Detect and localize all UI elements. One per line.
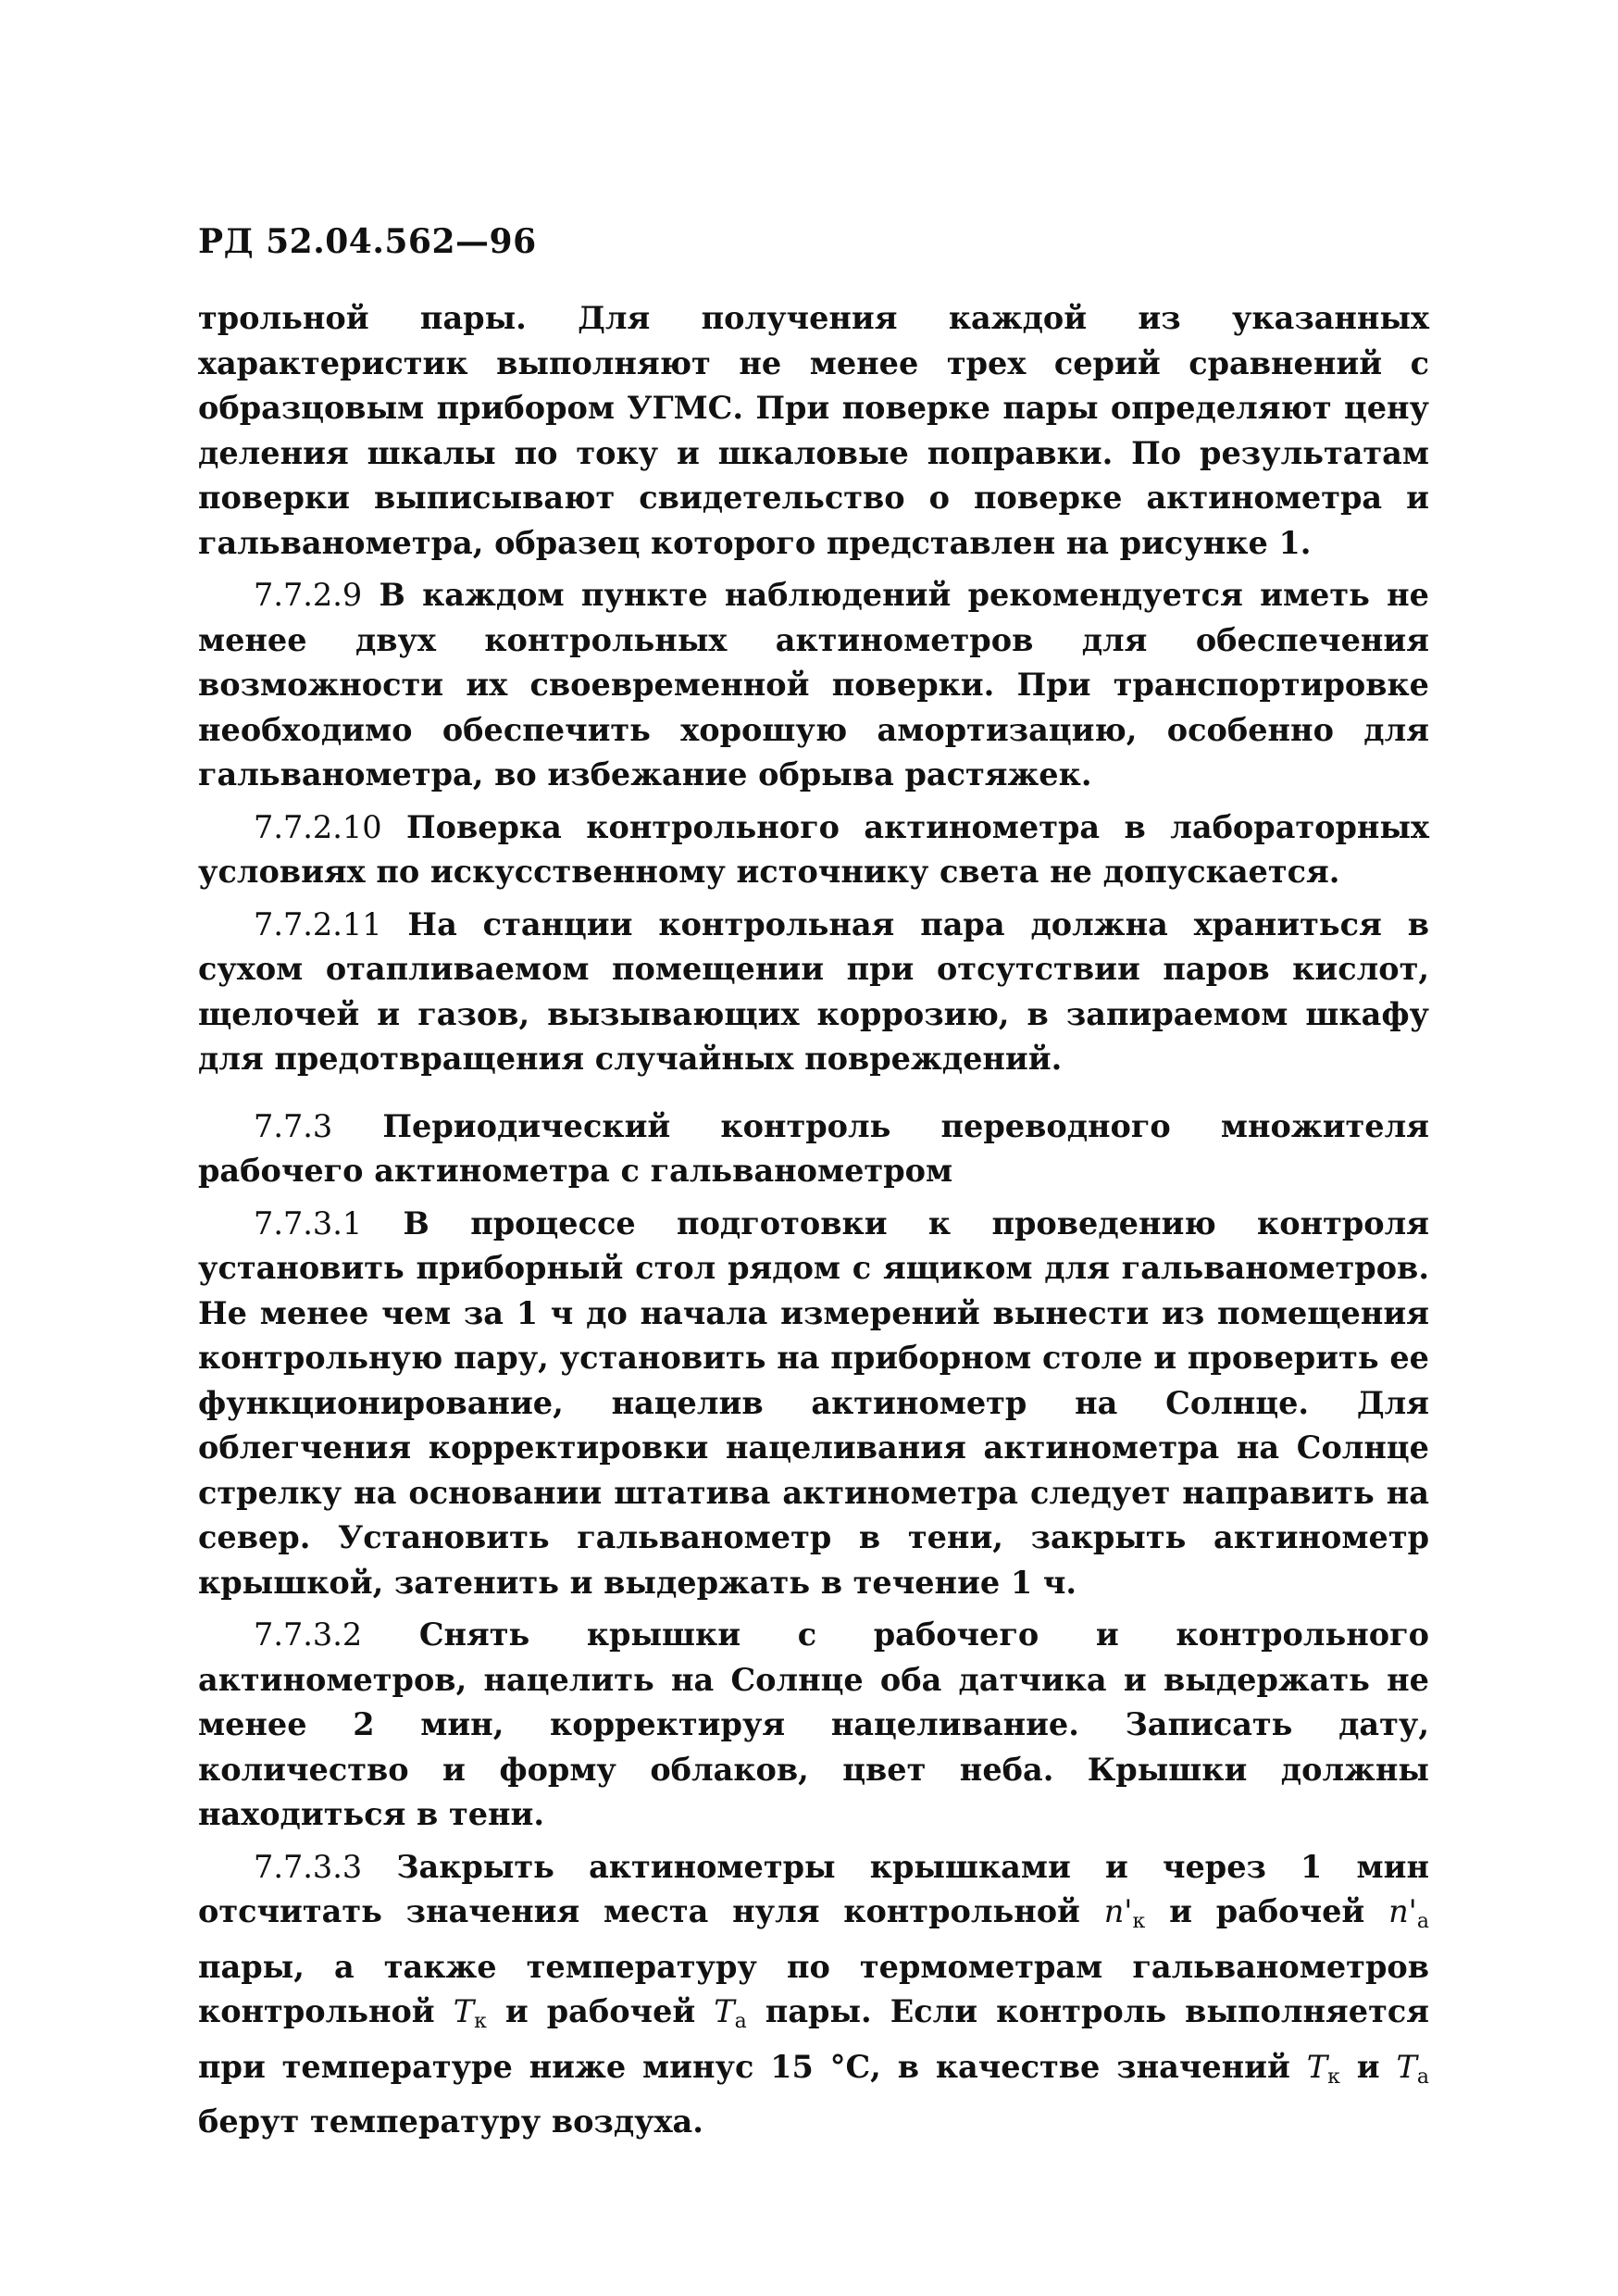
section-number: 7.7.3.2	[254, 1616, 363, 1653]
paragraph-7-7-2-11	[198, 903, 1429, 1082]
paragraph-continuation: трольной пары. Для получения каждой из указанных характеристик выполняют не менее трех серий сравнений с образцовым прибором УГМС. При поверке пары определяют цену деления шкалы по току и шкаловые поправки. По результатам поверки выписывают свидетельство о поверке актинометра и гальванометра, образец которого представлен на рисунке 1.	[198, 300, 1429, 561]
paragraph-text: и рабочей	[1145, 1893, 1389, 1929]
paragraph-7-7-3-3	[198, 1845, 1429, 2145]
symbol-t-k: $T_к$	[1306, 2048, 1340, 2089]
paragraph-text: и	[1339, 2048, 1397, 2085]
section-number: 7.7.2.11	[254, 905, 382, 942]
paragraph-text: Снять крышки с рабочего и контрольного актинометров, нацелить на Солнце оба датчика и выдержать не менее 2 мин, корректируя нацеливание. Записать дату, количество и форму облаков, цвет неба. Крышки должны находиться в тени.	[198, 1616, 1429, 1832]
document-header: РД 52.04.562—96	[198, 222, 537, 261]
paragraph-text: и рабочей	[486, 1993, 715, 2029]
section-number: 7.7.2.10	[254, 808, 382, 845]
symbol-t-a: $T_а$	[1396, 2048, 1429, 2089]
section-heading-7-7-3	[198, 1104, 1429, 1194]
symbol-n-a: $n'_а$	[1388, 1893, 1430, 1933]
paragraph-text: Поверка контрольного актинометра в лабораторных условиях по искусственному источнику света не допускается.	[198, 808, 1429, 890]
paragraph-text: На станции контрольная пара должна храниться в сухом отапливаемом помещении при отсутствии паров кислот, щелочей и газов, вызывающих коррозию, в запираемом шкафу для предотвращения случайных повреждений.	[198, 905, 1429, 1077]
section-number: 7.7.3.3	[254, 1848, 363, 1885]
section-number: 7.7.2.9	[254, 577, 363, 613]
paragraph-text: В процессе подготовки к проведению контроля установить приборный стол рядом с ящиком для гальванометров. Не менее чем за 1 ч до начала измерений вынести из помещения контрольную пару, установить на приборном столе и проверить ее функционирование, нацелив актинометр на Солнце. Для облегчения корректировки нацеливания актинометра на Солнце стрелку на основании штатива актинометра следует направить на север. Установить гальванометр в тени, закрыть актинометр крышкой, затенить и выдержать в течение 1 ч.	[198, 1204, 1429, 1601]
paragraph-7-7-3-2	[198, 1613, 1429, 1838]
section-number: 7.7.3.1	[254, 1204, 363, 1242]
symbol-t-a: $T_а$	[714, 1993, 747, 2033]
paragraph-text: пары. Если контроль выполняется при температуре ниже минус 15 °С, в качестве значений	[198, 1993, 1429, 2085]
symbol-t-k: $T_к$	[453, 1993, 487, 2033]
paragraph-text: берут температуру воздуха.	[198, 2103, 703, 2140]
section-number: 7.7.3	[254, 1107, 333, 1144]
document-body	[198, 296, 1429, 2152]
symbol-n-k: $n'_к$	[1103, 1893, 1146, 1933]
paragraph-7-7-2-10	[198, 805, 1429, 895]
paragraph-7-7-3-1	[198, 1202, 1429, 1606]
paragraph-text: В каждом пункте наблюдений рекомендуется иметь не менее двух контрольных актинометров для обеспечения возможности их своевременной поверки. При транспортировке необходимо обеспечить хорошую амортизацию, особенно для гальванометра, во избежание обрыва растяжек.	[198, 577, 1429, 792]
section-title: Периодический контроль переводного множителя рабочего актинометра с гальванометром	[198, 1107, 1429, 1189]
paragraph-7-7-2-9	[198, 573, 1429, 798]
paragraph-text: пары, а также температуру по термометрам гальванометров контрольной	[198, 1948, 1429, 2029]
paragraph-text: Закрыть актинометры крышками и через 1 мин отсчитать значения места нуля контрольной	[198, 1848, 1429, 1929]
